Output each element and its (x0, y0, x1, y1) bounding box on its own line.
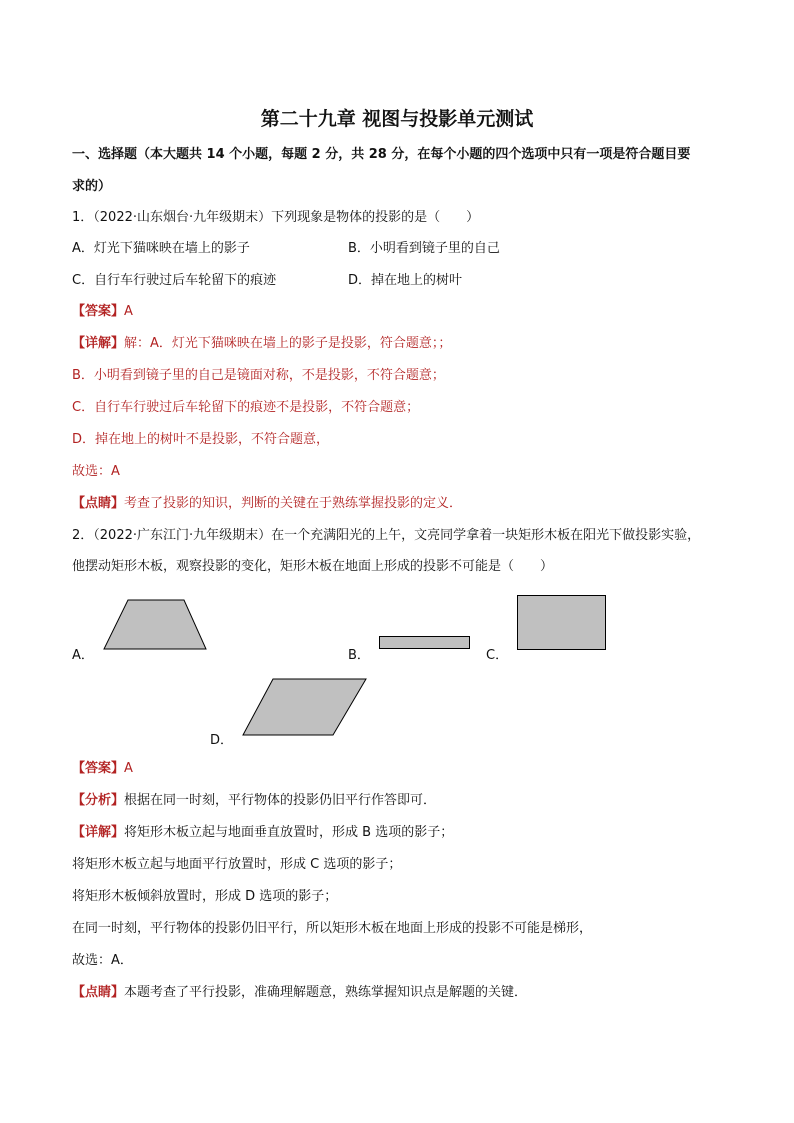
thin-rectangle-shape (378, 635, 472, 651)
comment-tag: 【点睛】 (72, 985, 125, 1000)
q2-label-b: B． (348, 648, 370, 663)
section-heading-line2: 求的） (72, 179, 112, 194)
q1-option-a: A．灯光下猫咪映在墙上的影子 (72, 241, 250, 256)
q2-detail-3: 将矩形木板倾斜放置时，形成 D 选项的影子； (72, 889, 338, 904)
q2-detail-4: 在同一时刻，平行物体的投影仍旧平行，所以矩形木板在地面上形成的投影不可能是梯形， (72, 921, 593, 936)
q1-comment (72, 495, 462, 513)
q2-analysis (72, 792, 436, 810)
answer-tag: 【答案】 (72, 304, 125, 319)
detail-tag: 【详解】 (72, 825, 125, 840)
q2-label-d: D． (210, 733, 234, 748)
q2-stem-line2: 他摆动矩形木板，观察投影的变化，矩形木板在地面上形成的投影不可能是（ ） (72, 559, 554, 574)
q2-choose: 故选：A． (72, 953, 133, 968)
comment-text: 考查了投影的知识，判断的关键在于熟练掌握投影的定义． (124, 496, 463, 511)
detail-tag: 【详解】 (72, 336, 125, 351)
comment-tag: 【点睛】 (72, 496, 125, 511)
q2-detail-2: 将矩形木板立起与地面平行放置时，形成 C 选项的影子； (72, 857, 402, 872)
page-title: 第二十九章 视图与投影单元测试 (260, 108, 534, 130)
analysis-tag: 【分析】 (72, 793, 125, 808)
detail-text: 解：A．灯光下猫咪映在墙上的影子是投影，符合题意；； (124, 336, 452, 351)
answer-tag: 【答案】 (72, 761, 125, 776)
q1-detail-1 (72, 335, 451, 353)
parallelogram-shape (240, 677, 370, 739)
section-heading-line1: 一、选择题（本大题共 14 个小题，每题 2 分，共 28 分，在每个小题的四个选项中只有一项是符合题目要 (72, 147, 691, 162)
answer-value: A (124, 761, 133, 776)
q2-comment (72, 984, 527, 1002)
q1-detail-3: C．自行车行驶过后车轮留下的痕迹不是投影，不符合题意； (72, 400, 420, 415)
q1-option-d: D．掉在地上的树叶 (348, 273, 463, 288)
q2-label-a: A． (72, 648, 94, 663)
analysis-text: 根据在同一时刻，平行物体的投影仍旧平行作答即可． (124, 793, 437, 808)
q2-answer (72, 760, 133, 778)
q2-stem-line1: 2．（2022·广东江门·九年级期末）在一个充满阳光的上午，文亮同学拿着一块矩形木板在阳光下做投影实验， (72, 528, 701, 543)
comment-text: 本题考查了平行投影，准确理解题意，熟练掌握知识点是解题的关键． (124, 985, 528, 1000)
rectangle-shape (516, 594, 610, 652)
q1-detail-4: D．掉在地上的树叶不是投影，不符合题意， (72, 432, 330, 447)
q1-stem: 1．（2022·山东烟台·九年级期末）下列现象是物体的投影的是（ ） (72, 210, 480, 225)
q1-answer (72, 303, 133, 321)
q2-label-c: C． (486, 648, 509, 663)
q1-option-b: B．小明看到镜子里的自己 (348, 241, 500, 256)
detail-text: 将矩形木板立起与地面垂直放置时，形成 B 选项的影子； (124, 825, 454, 840)
q1-option-c: C．自行车行驶过后车轮留下的痕迹 (72, 273, 277, 288)
trapezoid-shape (100, 598, 210, 652)
q2-detail-1 (72, 824, 453, 842)
answer-value: A (124, 304, 133, 319)
q1-choose: 故选：A (72, 464, 120, 479)
q1-detail-2: B．小明看到镜子里的自己是镜面对称，不是投影，不符合题意； (72, 368, 445, 383)
